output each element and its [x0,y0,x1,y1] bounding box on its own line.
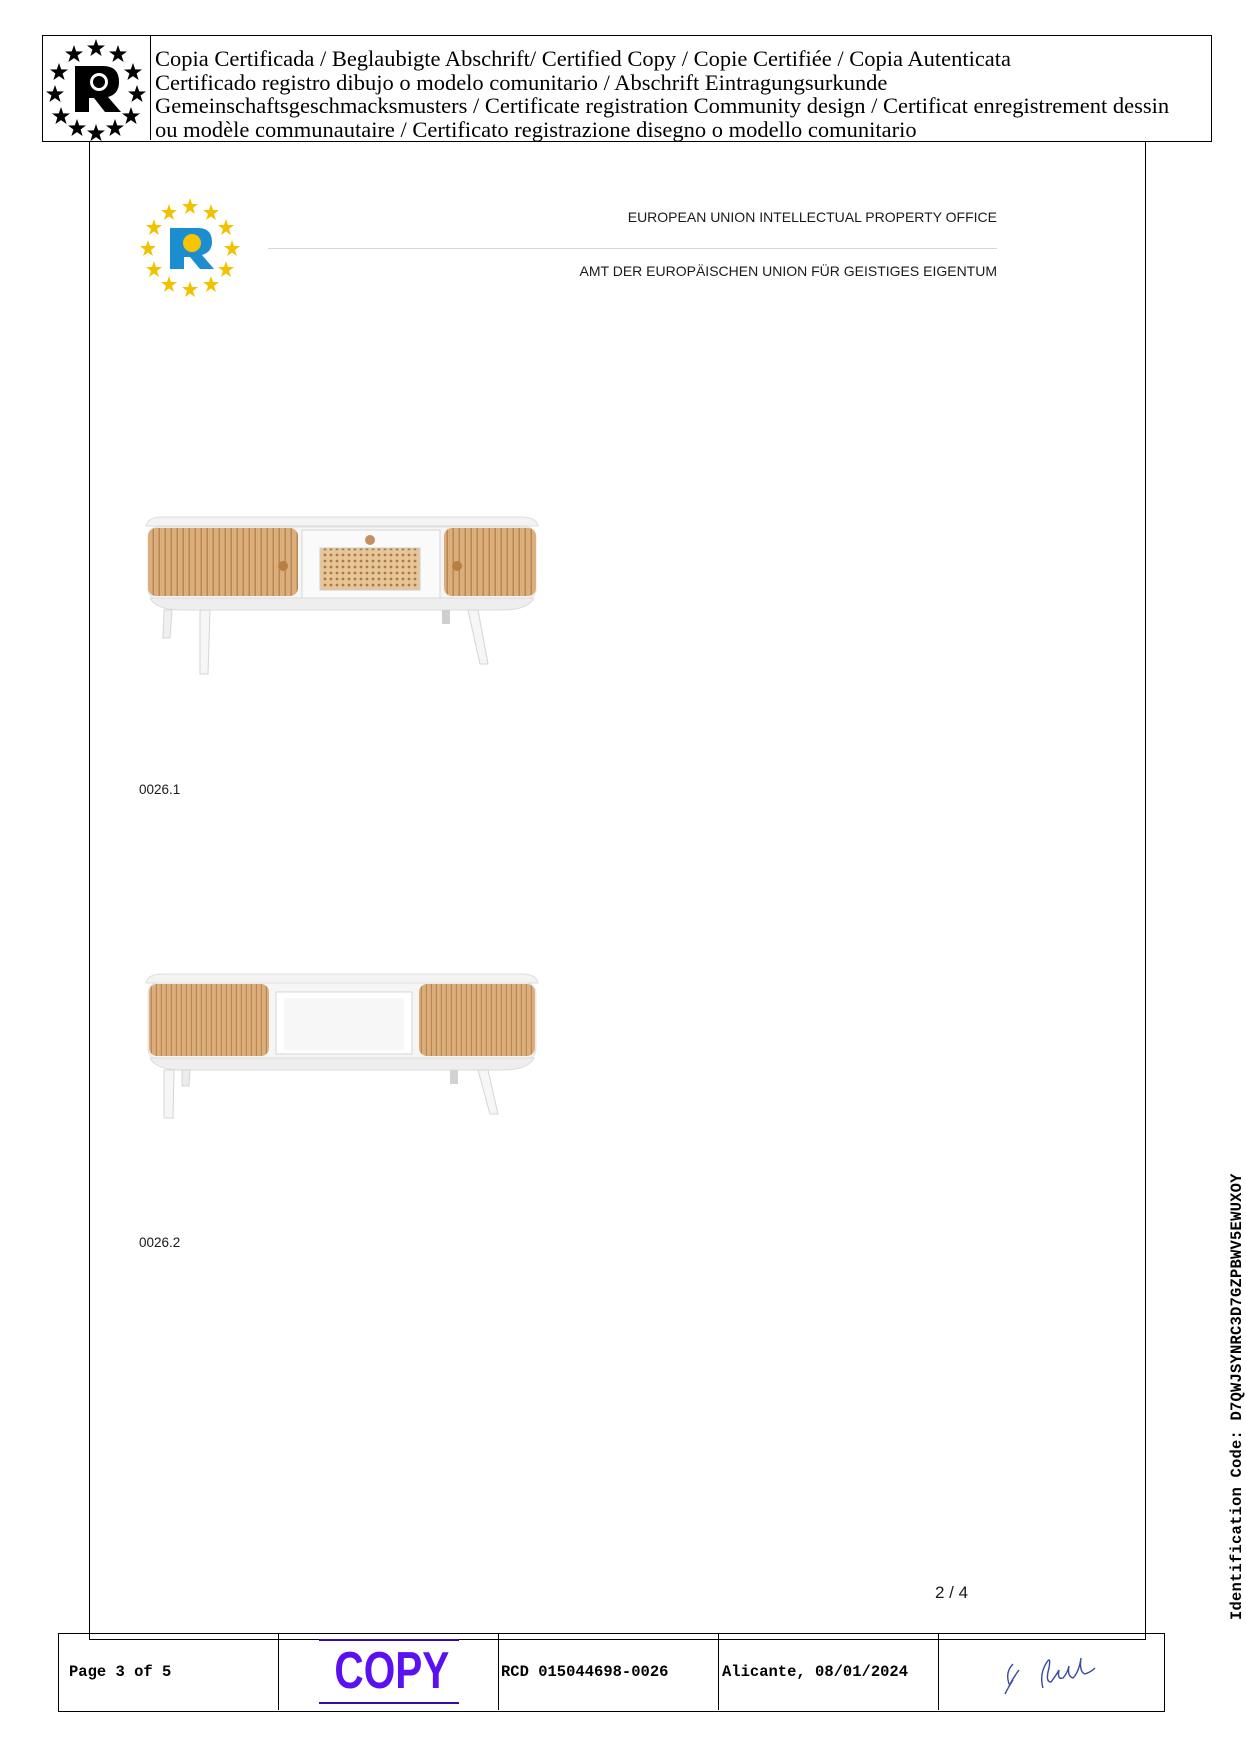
page-number: 2 / 4 [935,1583,969,1602]
copy-stamp [319,1636,459,1706]
tv-stand-front-view [142,510,542,685]
copy-stamp-text: COPY [334,1642,450,1700]
certificate-footer [58,1633,1165,1712]
certificate-line: Gemeinschaftsgeschmacksmusters / Certificate registration Community design / Certificat enregistrement dessin [155,93,1170,118]
footer-place-date: Alicante, 08/01/2024 [722,1663,909,1681]
footer-page-cell [59,1634,279,1710]
certificate-line: ou modèle communautaire / Certificato registrazione disegno o modello comunitario [155,116,917,142]
tv-stand-open-view [142,968,542,1128]
certificate-header [42,35,1212,142]
certificate-line: Copia Certificada / Beglaubigte Abschrift/ Certified Copy / Copie Certifiée / Copia Autenticata [155,46,1012,71]
certificate-title-text [155,47,1205,141]
office-name-de: AMT DER EUROPÄISCHEN UNION FÜR GEISTIGES EIGENTUM [579,263,997,279]
view-label: 0026.2 [139,1235,181,1250]
handwritten-signature [939,1634,1164,1710]
footer-rcd-cell [499,1634,719,1710]
euipo-black-logo-icon [43,36,149,140]
footer-signature-cell [939,1634,1164,1710]
euipo-logo [140,197,240,299]
view-label: 0026.1 [139,782,181,797]
euipo-star-logo-icon [140,197,240,299]
footer-page-count: Page 3 of 5 [69,1663,172,1681]
footer-place-date-cell [719,1634,939,1710]
document-page-frame [89,142,1146,1640]
footer-rcd-number: RCD 015044698-0026 [501,1663,669,1681]
design-view-image-2 [142,968,542,1128]
identification-code: Identification Code: D7QWJSYNRC3D7GZPBWV5EWUXOY [1228,1173,1246,1620]
design-view-image-1 [142,510,542,685]
certificate-line: Certificado registro dibujo o modelo comunitario / Abschrift Eintragungsurkunde [155,69,888,95]
office-name-en: EUROPEAN UNION INTELLECTUAL PROPERTY OFFICE [627,209,997,225]
header-divider [268,248,997,249]
certificate-logo-cell [43,36,151,140]
stamp-bottom-rule [319,1702,459,1704]
footer-stamp-cell [279,1634,499,1710]
